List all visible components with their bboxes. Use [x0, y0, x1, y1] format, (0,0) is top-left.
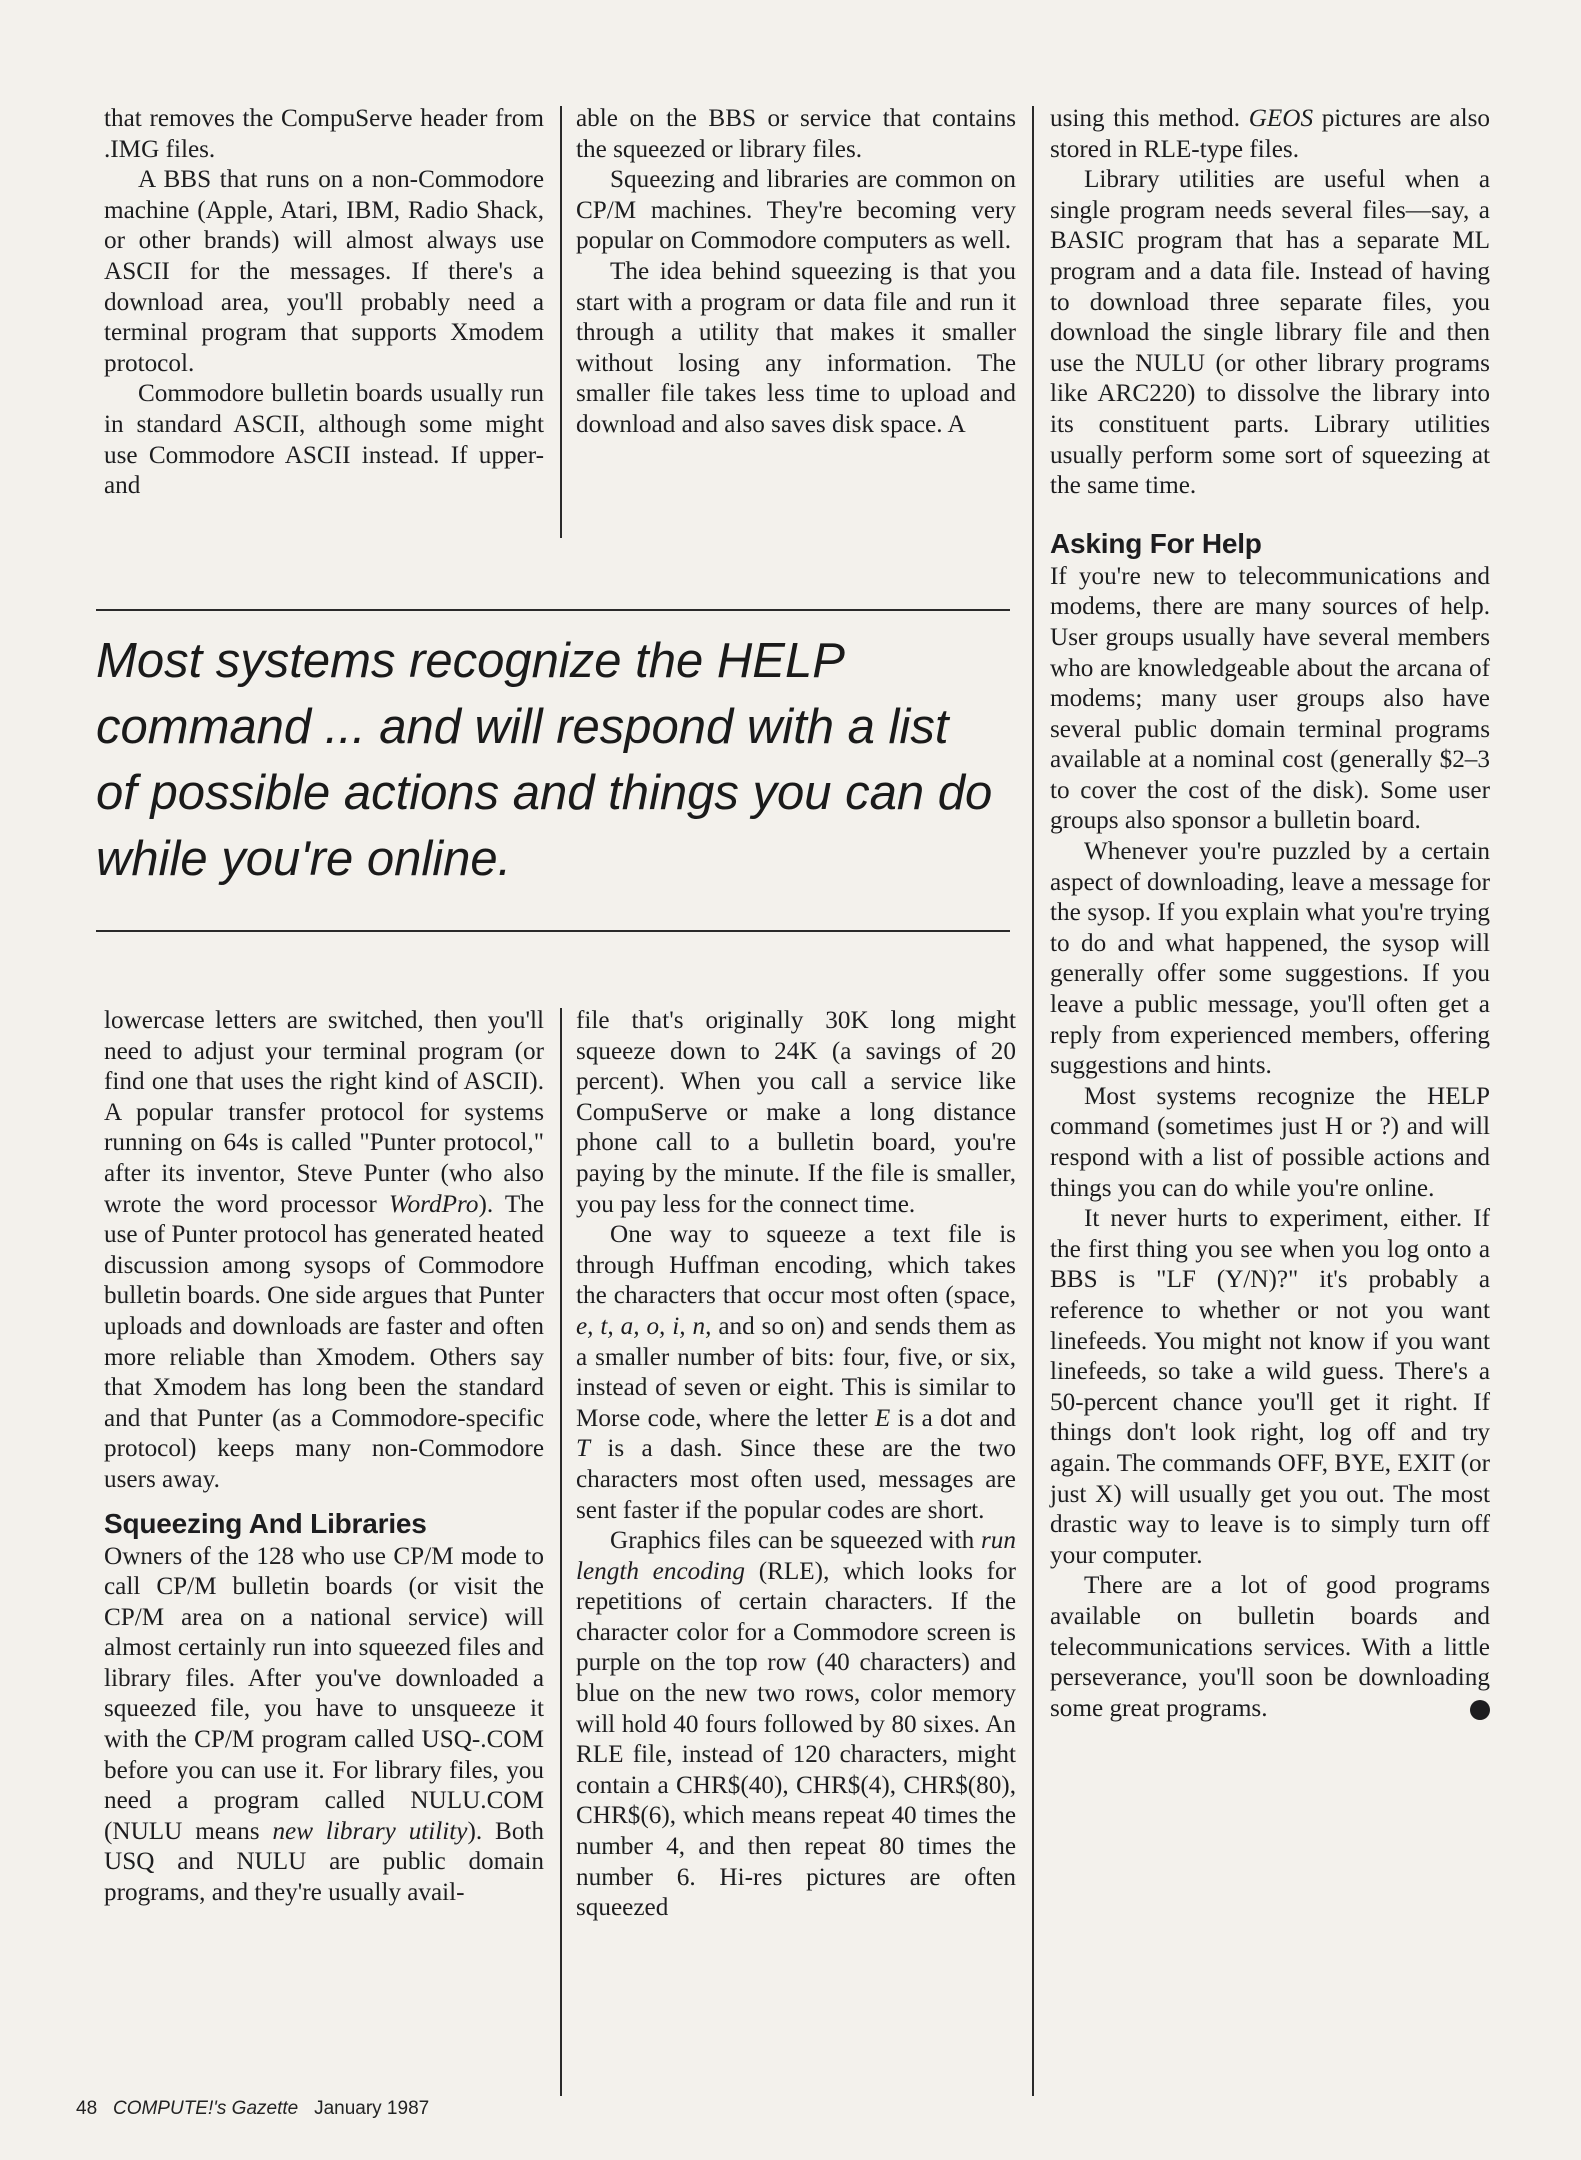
- column-3: [1050, 104, 1515, 1724]
- paragraph: The idea behind squeezing is that you start with a program or data file and run it through a utility that makes it smaller without losing any information. The smaller file takes less time to upload and download and also saves disk space. A: [576, 257, 1016, 438]
- magazine-name: COMPUTE!'s Gazette: [112, 2098, 299, 2119]
- page-number: 48: [76, 2098, 98, 2119]
- section-heading: Asking For Help: [1050, 527, 1262, 559]
- paragraph: file that's originally 30K long might squeeze down to 24K (a savings of 20 percent). When you call a service like CompuServe or make a long distance phone call to a bulletin board, you're paying by the minute. If the file is smaller, you pay less for the connect time.: [576, 1007, 1016, 1218]
- paragraph: able on the BBS or service that contains the squeezed or library files.: [576, 105, 1016, 163]
- paragraph: Owners of the 128 who use CP/M mode to call CP/M bulletin boards (or visit the CP/M area on a national service) will almost certainly run into squeezed files and library files. After you've downloaded a squeezed file, you have to unsqueeze it with the CP/M program called USQ-.COM before you can use it. For library files, you need a program called NULU.COM (NULU means new library utility). Both USQ and NULU are public domain programs, and they're usually avail-: [104, 1542, 545, 1907]
- paragraph: One way to squeeze a text file is through Huffman encoding, which takes the characters that occur most often (space, e, t, a, o, i, n, and so on) and sends them as a smaller number of bits: four, five, or six, instead of seven or eight. This is similar to Morse code, where the letter E is a dot and T is a dash. Since these are the two characters most often used, messages are sent faster if the popular codes are short.: [576, 1221, 1016, 1524]
- issue-date: January 1987: [314, 2098, 430, 2119]
- column-divider: [1032, 106, 1034, 2096]
- paragraph: Most systems recognize the HELP command (sometimes just H or ?) and will respond with a list of possible actions and things you can do while you're online.: [1050, 1082, 1490, 1202]
- end-mark-icon: G: [1470, 1700, 1490, 1720]
- section-heading: Squeezing And Libraries: [104, 1507, 427, 1539]
- column-divider: [560, 1008, 562, 2096]
- paragraph: There are a lot of good programs available on bulletin boards and telecommunications services. With a little perseverance, you'll soon be downloading some great programs. G: [1050, 1572, 1515, 1722]
- paragraph: lowercase letters are switched, then you'll need to adjust your terminal program (or find one that uses the right kind of ASCII). A popular transfer protocol for systems running on 64s is called "Punter protocol," after its inventor, Steve Punter (who also wrote the word processor WordPro). The use of Punter protocol has generated heated discussion among sysops of Commodore bulletin boards. One side argues that Punter uploads and downloads are faster and often more reliable than Xmodem. Others say that Xmodem has long been the standard and that Punter (as a Commodore-specific protocol) keeps many non-Commodore users away.: [104, 1007, 544, 1493]
- pull-quote-top-rule: [96, 609, 1010, 611]
- paragraph: A BBS that runs on a non-Commodore machine (Apple, Atari, IBM, Radio Shack, or other brands) will almost always use ASCII for the messages. If there's a download area, you'll probably need a terminal program that supports Xmodem protocol.: [104, 166, 544, 377]
- paragraph: Whenever you're puzzled by a certain aspect of downloading, leave a message for the sysop. If you explain what you're trying to do and what happened, the sysop will generally offer some suggestions. If you leave a public message, you'll often get a reply from experienced members, offering suggestions and hints.: [1050, 838, 1490, 1080]
- paragraph: Squeezing and libraries are common on CP/M machines. They're becoming very popular on Commodore computers as well.: [576, 166, 1016, 255]
- column-2-top: [576, 104, 1016, 441]
- pull-quote-bottom-rule: [96, 930, 1010, 932]
- paragraph: using this method. GEOS pictures are also stored in RLE-type files.: [1050, 105, 1490, 163]
- column-1-top: [104, 104, 544, 502]
- paragraph: It never hurts to experiment, either. If the first thing you see when you log onto a BBS is "LF (Y/N)?" it's probably a reference to whether or not you want linefeeds. You might not know if you want linefeeds, so take a wild guess. There's a 50-percent chance you'll get it right. If things don't look right, log off and try again. The commands OFF, BYE, EXIT (or just X) will usually get you out. The most drastic way to leave is to simply turn off your computer.: [1050, 1205, 1490, 1569]
- page-footer: [76, 2098, 429, 2120]
- paragraph: Graphics files can be squeezed with run length encoding (RLE), which looks for repetitions of certain characters. If the character color for a Commodore screen is purple on the top row (40 characters) and blue on the new two rows, color memory will hold 40 fours followed by 80 sixes. An RLE file, instead of 120 characters, might contain a CHR$(40), CHR$(4), CHR$(80), CHR$(6), which means repeat 40 times the number 4, and then repeat 80 times the number 6. Hi-res pictures are often squeezed: [576, 1527, 1016, 1922]
- paragraph: that removes the CompuServe header from .IMG files.: [104, 105, 544, 163]
- paragraph: If you're new to telecommunications and modems, there are many sources of help. User groups usually have several members who are knowledgeable about the arcana of modems; many user groups also have several public domain terminal programs available at a nominal cost (generally $2–3 to cover the cost of the disk). Some user groups also sponsor a bulletin board.: [1050, 562, 1490, 835]
- pull-quote: Most systems recognize the HELP command ... and will respond with a list of possible actions and things you can do while you're online.: [96, 634, 993, 886]
- column-2-bottom: [576, 1006, 1016, 1924]
- paragraph: Commodore bulletin boards usually run in standard ASCII, although some might use Commodore ASCII instead. If upper- and: [104, 380, 544, 500]
- column-divider: [560, 106, 562, 538]
- column-1-bottom: [104, 1006, 544, 1909]
- paragraph: Library utilities are useful when a single program needs several files—say, a BASIC program that has a separate ML program and a data file. Instead of having to download three separate files, you download the single library file and then use the NULU (or other library programs like ARC220) to dissolve the library into its constituent parts. Library utilities usually perform some sort of squeezing at the same time.: [1050, 166, 1490, 500]
